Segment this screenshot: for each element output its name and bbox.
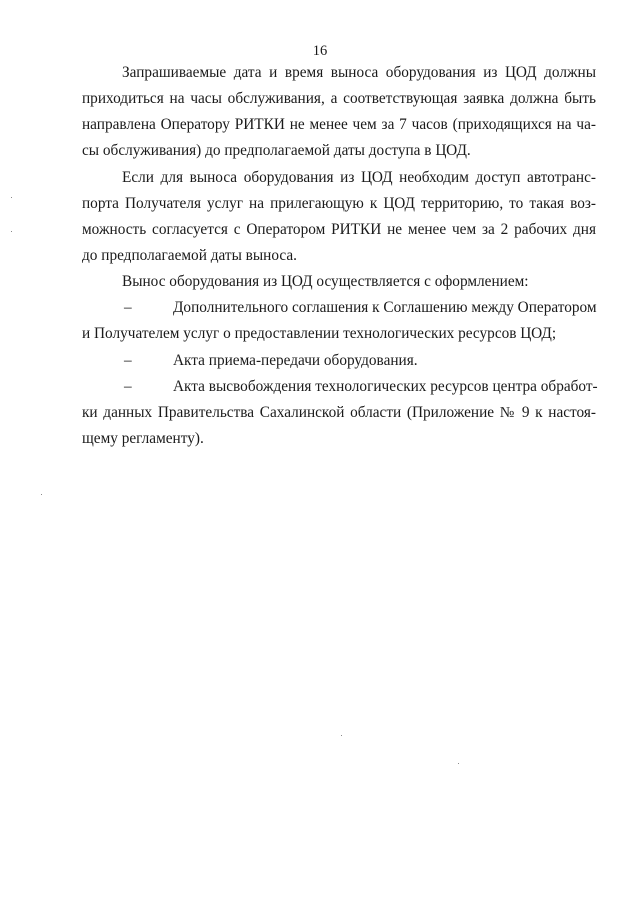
list-item-line: и Получателем услуг о предоставлении технологических ресурсов ЦОД;: [82, 325, 557, 342]
list-item-line: ки данных Правительства Сахалинской области (Приложение № 9 к настоя-: [82, 404, 596, 421]
list-bullet: –: [124, 378, 132, 395]
paragraph-line: до предполагаемой даты выноса.: [82, 247, 297, 264]
paragraph-line: Вынос оборудования из ЦОД осуществляется с оформлением:: [122, 273, 529, 290]
scan-speck: [11, 231, 12, 232]
scan-speck: [458, 763, 459, 764]
paragraph-line: порта Получателя услуг на прилегающую к ЦОД территорию, то такая воз-: [82, 195, 596, 212]
paragraph-line: можность согласуется с Оператором РИТКИ не менее чем за 2 рабочих дня: [82, 221, 596, 238]
list-item-line: Акта высвобождения технологических ресурсов центра обработ-: [173, 378, 598, 395]
paragraph-line: направлена Оператору РИТКИ не менее чем за 7 часов (приходящихся на ча-: [82, 116, 596, 133]
scan-speck: [11, 197, 12, 198]
list-item-line: Дополнительного соглашения к Соглашению между Оператором: [173, 299, 597, 316]
list-bullet: –: [124, 352, 132, 369]
scan-speck: [41, 494, 42, 495]
paragraph-line: приходиться на часы обслуживания, а соответствующая заявка должна быть: [82, 90, 596, 107]
list-item-line: щему регламенту).: [82, 430, 204, 447]
paragraph-line: Если для выноса оборудования из ЦОД необходим доступ автотранс-: [122, 169, 596, 186]
list-item-line: Акта приема-передачи оборудования.: [173, 352, 418, 369]
page-number: 16: [312, 43, 328, 59]
list-bullet: –: [124, 299, 132, 316]
paragraph-line: Запрашиваемые дата и время выноса оборудования из ЦОД должны: [122, 64, 596, 81]
scan-speck: [341, 735, 342, 736]
paragraph-line: сы обслуживания) до предполагаемой даты доступа в ЦОД.: [82, 142, 471, 159]
